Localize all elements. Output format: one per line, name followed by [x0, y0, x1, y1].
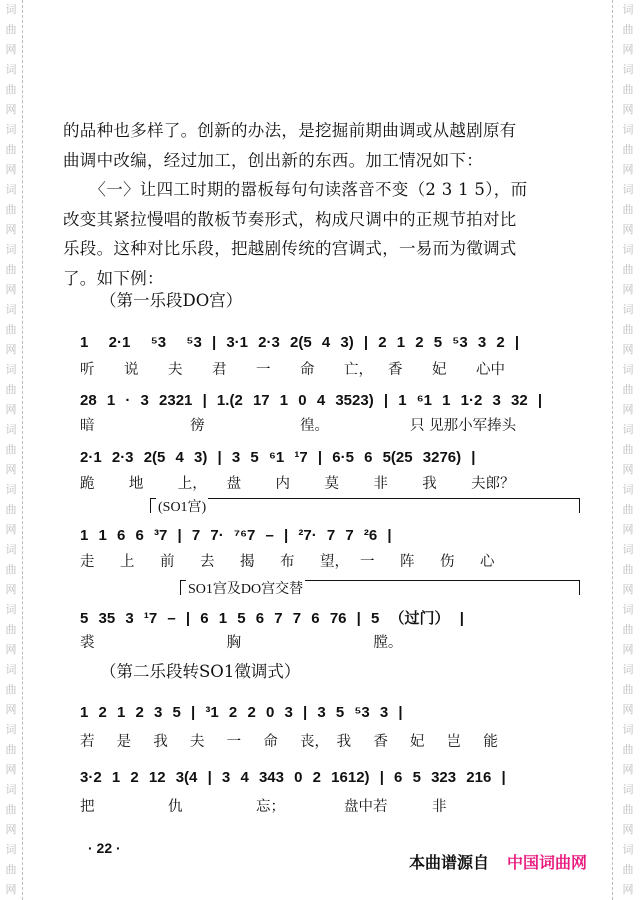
- watermark-char: 曲: [622, 323, 634, 336]
- lyric-syllable: 忘；: [256, 799, 285, 815]
- lyric-syllable: 把: [80, 799, 95, 815]
- notation-row: [80, 603, 580, 631]
- watermark-char: 曲: [622, 143, 634, 156]
- watermark-char: 词: [5, 63, 17, 76]
- watermark-char: 网: [5, 223, 17, 236]
- lyric-syllable: 揭: [240, 554, 255, 570]
- watermark-char: 曲: [5, 143, 17, 156]
- watermark-char: 曲: [5, 383, 17, 396]
- notation-row: [80, 523, 580, 551]
- lyric-syllable: 胸: [226, 635, 242, 651]
- lyric-syllable: 盘: [226, 476, 242, 492]
- watermark-char: 曲: [5, 503, 17, 516]
- lyric-syllable: 我: [336, 734, 352, 750]
- watermark-char: 网: [5, 163, 17, 176]
- watermark-char: 网: [622, 823, 634, 836]
- lyric-syllable: 亡，: [344, 362, 373, 378]
- jianpu-notes: 28 1 · 3 2321 | 1.(2 17 1 0 4 3523) | 1 ⁶1 1 1·2 3 32 |: [80, 392, 543, 409]
- lyric-syllable: 徬: [190, 418, 205, 434]
- watermark-char: 词: [5, 843, 17, 856]
- lyric-syllable: 走: [80, 554, 95, 570]
- lyric-syllable: 命: [263, 734, 278, 750]
- watermark-char: 词: [5, 423, 17, 436]
- lyric-syllable: 盘中若: [344, 799, 388, 815]
- jianpu-notes: 5 35 3 ¹7 – | 6 1 5 6 7 7 6 76 | 5 （过门） |: [80, 610, 464, 627]
- lyric-syllable: 暗: [80, 418, 95, 434]
- watermark-char: 曲: [622, 503, 634, 516]
- watermark-char: 曲: [5, 83, 17, 96]
- watermark-char: 词: [622, 543, 634, 556]
- watermark-char: 网: [5, 823, 17, 836]
- watermark-char: 网: [5, 283, 17, 296]
- watermark-char: 网: [622, 643, 634, 656]
- watermark-char: 词: [5, 483, 17, 496]
- lyric-syllable: 望，: [320, 554, 349, 570]
- section-2-heading: （第二乐段转SO1徵调式）: [100, 662, 301, 681]
- watermark-char: 网: [622, 523, 634, 536]
- lyric-syllable: 裘: [80, 635, 95, 651]
- lyric-syllable: 香: [388, 362, 403, 378]
- watermark-char: 词: [622, 63, 634, 76]
- lyric-syllable: 君: [212, 362, 227, 378]
- watermark-char: 网: [5, 643, 17, 656]
- watermark-char: 词: [5, 183, 17, 196]
- lyric-syllable: 只 见那小军捧头: [410, 418, 517, 434]
- watermark-char: 曲: [622, 563, 634, 576]
- source-credit: [409, 850, 587, 873]
- lyric-syllable: 布: [280, 554, 295, 570]
- watermark-char: 词: [622, 183, 634, 196]
- watermark-char: 曲: [5, 623, 17, 636]
- bracket-label: SO1宫及DO宫交替: [186, 578, 305, 598]
- lyric-syllable: 伤: [440, 554, 455, 570]
- lyric-syllable: 上，: [177, 476, 207, 492]
- watermark-char: 网: [622, 583, 634, 596]
- watermark-char: 网: [5, 763, 17, 776]
- watermark-char: 网: [622, 343, 634, 356]
- lyric-syllable: 听: [80, 362, 95, 378]
- watermark-char: 词: [622, 663, 634, 676]
- watermark-char: 网: [5, 343, 17, 356]
- lyric-syllable: 夫: [190, 734, 205, 750]
- watermark-char: 曲: [5, 323, 17, 336]
- lyric-syllable: 岂: [446, 734, 462, 750]
- watermark-char: 网: [5, 463, 17, 476]
- watermark-char: 曲: [622, 83, 634, 96]
- watermark-char: 词: [622, 783, 634, 796]
- watermark-char: 曲: [5, 743, 17, 756]
- lyric-syllable: 心中: [476, 362, 505, 378]
- watermark-char: 词: [622, 303, 634, 316]
- paragraph-2: 〈一〉让四工时期的嚣板每句句读落音不变（2 3 1 5），而改变其紧拉慢唱的散板节奏形式，构成尺调中的正规节拍对比乐段。这种对比乐段，把越剧传统的宫调式，一易而为徵调式了。如下例：: [63, 180, 528, 288]
- watermark-char: 网: [622, 283, 634, 296]
- jianpu-notes: 2·1 2·3 2(5 4 3) | 3 5 ⁶1 ¹7 | 6·5 6 5(25 3276) |: [80, 449, 476, 466]
- jianpu-notes: 3·2 1 2 12 3(4 | 3 4 343 0 2 1612) | 6 5 323 216 |: [80, 769, 506, 786]
- lyric-syllable: 命: [300, 362, 315, 378]
- lyric-syllable: 夫郎？: [471, 476, 515, 492]
- lyric-syllable: 内: [275, 476, 291, 492]
- page-number: · 22 ·: [88, 840, 121, 856]
- watermark-char: 曲: [5, 563, 17, 576]
- lyric-syllable: 心: [480, 554, 495, 570]
- watermark-char: 曲: [622, 623, 634, 636]
- mode-bracket: [150, 498, 580, 515]
- lyric-syllable: 说: [124, 362, 139, 378]
- lyric-syllable: 我: [422, 476, 437, 492]
- jianpu-notes: 1 2 1 2 3 5 | ³1 2 2 0 3 | 3 5 ⁵3 3 |: [80, 704, 403, 721]
- watermark-char: 词: [5, 303, 17, 316]
- watermark-char: 词: [5, 363, 17, 376]
- section-1-heading: （第一乐段DO宫）: [100, 291, 243, 310]
- notation-row: [80, 388, 580, 416]
- watermark-char: 曲: [622, 863, 634, 876]
- watermark-char: 词: [5, 663, 17, 676]
- watermark-char: 词: [622, 603, 634, 616]
- watermark-char: 网: [622, 403, 634, 416]
- paragraph-1: 的品种也多样了。创新的办法，是挖掘前期曲调或从越剧原有曲调中改编，经过加工，创出新的东西。加工情况如下：: [63, 121, 517, 170]
- notation-row: [80, 765, 580, 793]
- lyric-syllable: 是: [116, 734, 132, 750]
- lyric-syllable: 非: [432, 799, 447, 815]
- lyric-syllable: 非: [373, 476, 388, 492]
- lyric-syllable: 跪: [80, 476, 95, 492]
- watermark-char: 词: [5, 123, 17, 136]
- watermark-char: 曲: [622, 443, 634, 456]
- watermark-char: 曲: [5, 203, 17, 216]
- watermark-char: 词: [5, 723, 17, 736]
- lyric-syllable: 能: [483, 734, 498, 750]
- lyric-syllable: 前: [160, 554, 175, 570]
- lyric-syllable: 丧，: [300, 734, 329, 750]
- watermark-char: 网: [5, 403, 17, 416]
- watermark-char: 词: [5, 3, 17, 16]
- watermark-char: 曲: [5, 803, 17, 816]
- lyric-syllable: 我: [153, 734, 168, 750]
- lyric-syllable: 地: [128, 476, 144, 492]
- watermark-char: 曲: [622, 803, 634, 816]
- watermark-char: 网: [622, 103, 634, 116]
- watermark-char: 网: [622, 463, 634, 476]
- lyric-syllable: 仇: [168, 799, 183, 815]
- lyric-syllable: 膛。: [373, 635, 403, 651]
- watermark-char: 曲: [622, 743, 634, 756]
- watermark-char: 词: [5, 543, 17, 556]
- watermark-char: 网: [622, 883, 634, 896]
- watermark-char: 网: [5, 883, 17, 896]
- watermark-char: 曲: [622, 683, 634, 696]
- watermark-char: 词: [5, 783, 17, 796]
- lyric-syllable: 去: [200, 554, 215, 570]
- lyric-syllable: 若: [80, 734, 95, 750]
- source-site-link[interactable]: 中国词曲网: [507, 853, 588, 872]
- watermark-char: 曲: [5, 683, 17, 696]
- jianpu-notes: 1 2·1 ⁵3 ⁵3 | 3·1 2·3 2(5 4 3) | 2 1 2 5 ⁵3 3 2 |: [80, 334, 520, 351]
- watermark-char: 网: [5, 703, 17, 716]
- watermark-char: 词: [622, 243, 634, 256]
- watermark-char: 网: [622, 763, 634, 776]
- watermark-char: 曲: [5, 23, 17, 36]
- lyric-syllable: 香: [373, 734, 388, 750]
- right-watermark-strip: [612, 0, 635, 900]
- watermark-char: 词: [5, 603, 17, 616]
- watermark-char: 网: [5, 103, 17, 116]
- watermark-char: 词: [622, 3, 634, 16]
- watermark-char: 网: [622, 223, 634, 236]
- watermark-char: 网: [622, 43, 634, 56]
- watermark-char: 曲: [622, 383, 634, 396]
- lyric-syllable: 妃: [410, 734, 425, 750]
- watermark-char: 词: [622, 723, 634, 736]
- watermark-char: 词: [622, 483, 634, 496]
- source-label: 本曲谱源自: [409, 853, 490, 872]
- lyric-syllable: 阵: [400, 554, 415, 570]
- watermark-char: 曲: [5, 263, 17, 276]
- bracket-label: (SO1宫): [156, 496, 208, 516]
- watermark-char: 词: [622, 363, 634, 376]
- lyric-syllable: 夫: [168, 362, 183, 378]
- watermark-char: 网: [622, 703, 634, 716]
- notation-row: [80, 445, 580, 473]
- mode-bracket: [180, 580, 580, 597]
- watermark-char: 曲: [622, 263, 634, 276]
- body-text: [63, 116, 533, 293]
- watermark-char: 词: [5, 243, 17, 256]
- watermark-char: 曲: [622, 203, 634, 216]
- watermark-char: 词: [622, 423, 634, 436]
- watermark-char: 词: [622, 123, 634, 136]
- lyric-syllable: 上: [120, 554, 135, 570]
- watermark-char: 曲: [5, 443, 17, 456]
- lyric-syllable: 莫: [324, 476, 339, 492]
- watermark-char: 网: [5, 523, 17, 536]
- lyric-syllable: 一: [360, 554, 375, 570]
- jianpu-notes: 1 1 6 6 ³7 | 7 7· ⁷⁶7 – | ²7· 7 7 ²6 |: [80, 527, 392, 544]
- watermark-char: 网: [5, 583, 17, 596]
- left-watermark-strip: [0, 0, 23, 900]
- watermark-char: 曲: [622, 23, 634, 36]
- lyric-syllable: 一: [256, 362, 271, 378]
- watermark-char: 曲: [5, 863, 17, 876]
- notation-row: [80, 330, 580, 358]
- lyric-syllable: 一: [226, 734, 242, 750]
- lyric-syllable: 徨。: [300, 418, 329, 434]
- notation-row: [80, 700, 580, 728]
- watermark-char: 网: [622, 163, 634, 176]
- watermark-char: 网: [5, 43, 17, 56]
- watermark-char: 词: [622, 843, 634, 856]
- lyric-syllable: 妃: [432, 362, 447, 378]
